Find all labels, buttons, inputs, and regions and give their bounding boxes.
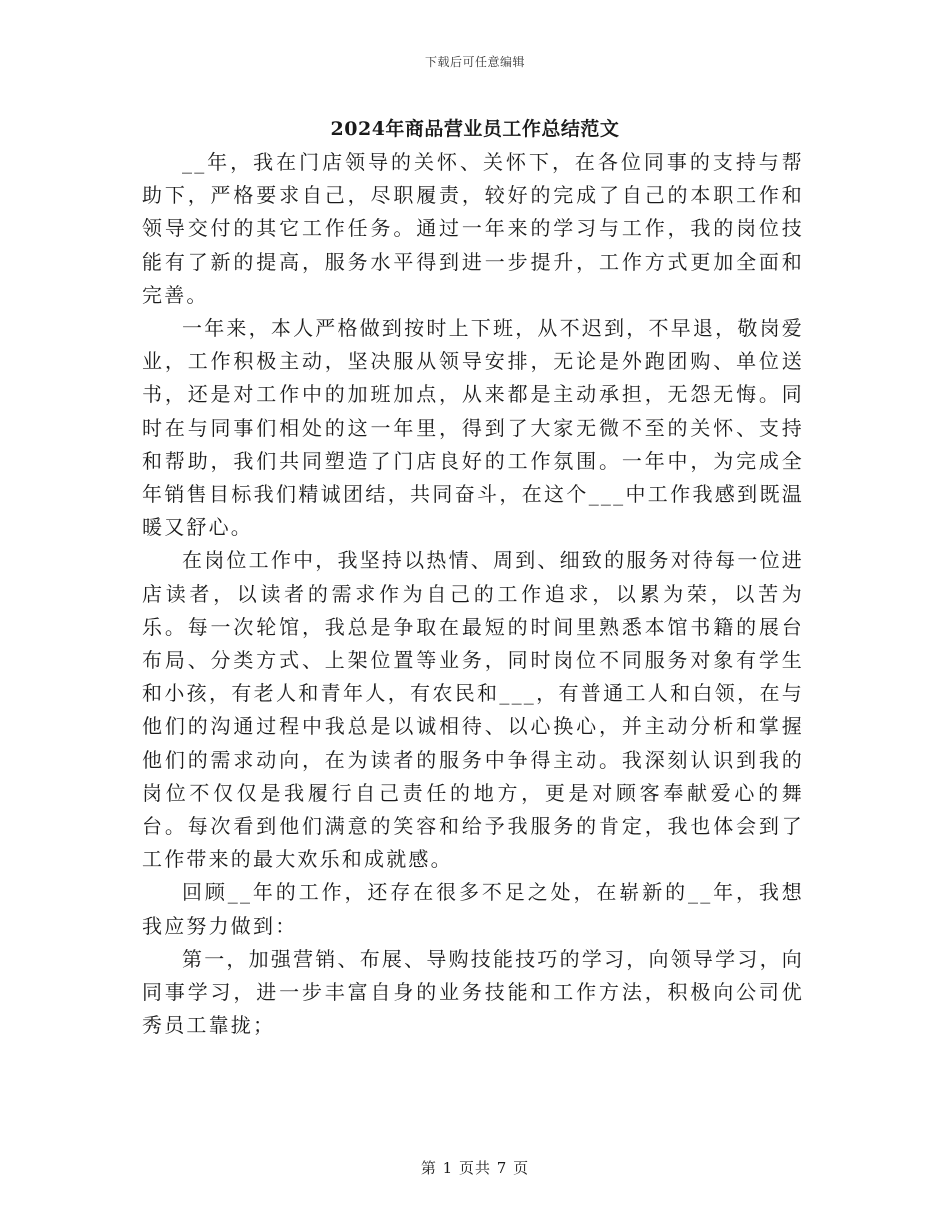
document-body	[142, 146, 804, 1042]
header-note: 下载后可任意编辑	[424, 55, 525, 69]
paragraph: 在岗位工作中，我坚持以热情、周到、细致的服务对待每一位进店读者，以读者的需求作为自己的工作追求，以累为荣，以苦为乐。每一次轮馆，我总是争取在最短的时间里熟悉本馆书籍的展台布局、分类方式、上架位置等业务，同时岗位不同服务对象有学生和小孩，有老人和青年人，有农民和___，有普通工人和白领，在与他们的沟通过程中我总是以诚相待、以心换心，并主动分析和掌握他们的需求动向，在为读者的服务中争得主动。我深刻认识到我的岗位不仅仅是我履行自己责任的地方，更是对顾客奉献爱心的舞台。每次看到他们满意的笑容和给予我服务的肯定，我也体会到了工作带来的最大欢乐和成就感。	[142, 548, 804, 872]
document-title: 2024年商品营业员工作总结范文	[330, 118, 620, 140]
paragraph: __年，我在门店领导的关怀、关怀下，在各位同事的支持与帮助下，严格要求自己，尽职履责，较好的完成了自己的本职工作和领导交付的其它工作任务。通过一年来的学习与工作，我的岗位技能有了新的提高，服务水平得到进一步提升，工作方式更加全面和完善。	[142, 150, 804, 307]
page-indicator: 第 1 页共 7 页	[420, 1159, 530, 1177]
paragraph: 第一，加强营销、布展、导购技能技巧的学习，向领导学习，向同事学习，进一步丰富自身的业务技能和工作方法，积极向公司优秀员工靠拢；	[142, 946, 804, 1038]
paragraph: 回顾__年的工作，还存在很多不足之处，在崭新的__年，我想我应努力做到：	[142, 880, 804, 938]
paragraph: 一年来，本人严格做到按时上下班，从不迟到，不早退，敬岗爱业，工作积极主动，坚决服从领导安排，无论是外跑团购、单位送书，还是对工作中的加班加点，从来都是主动承担，无怨无悔。同时在与同事们相处的这一年里，得到了大家无微不至的关怀、支持和帮助，我们共同塑造了门店良好的工作氛围。一年中，为完成全年销售目标我们精诚团结，共同奋斗，在这个___中工作我感到既温暖又舒心。	[142, 316, 804, 540]
